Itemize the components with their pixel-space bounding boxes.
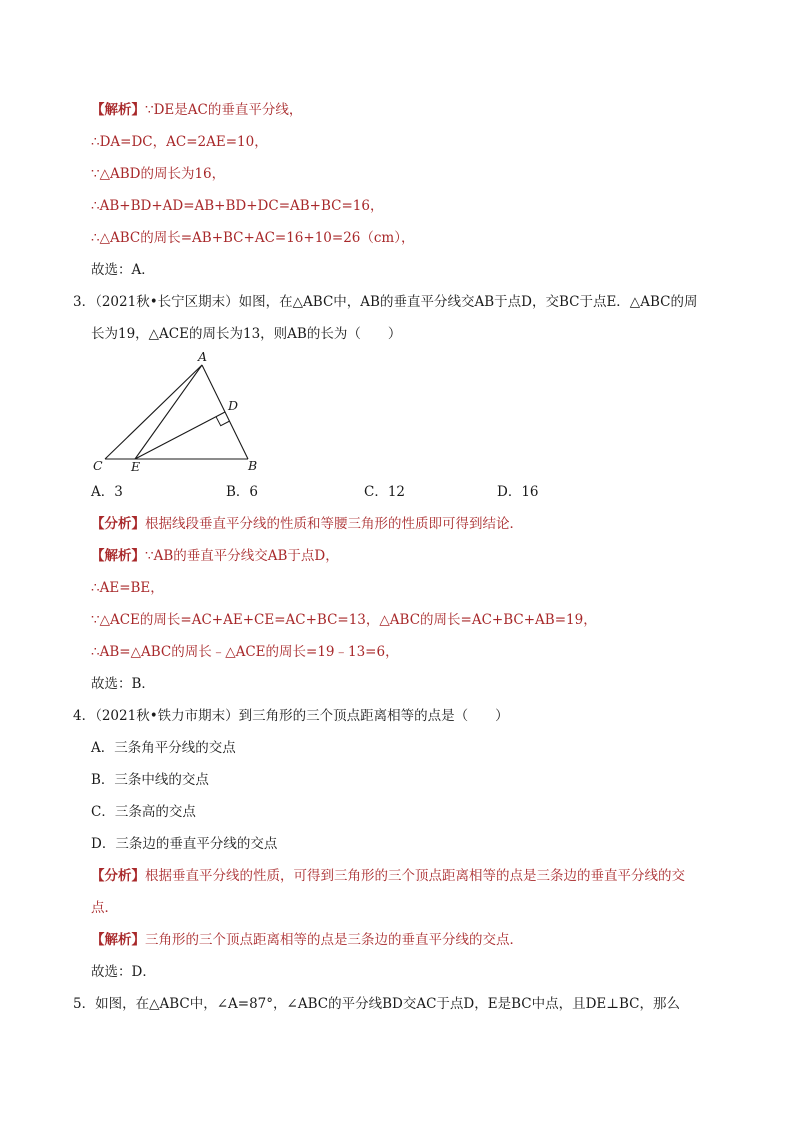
q2-line-3: ∵△ABD的周长为16， xyxy=(91,166,226,182)
jiexi-label: 【解析】 xyxy=(91,102,145,118)
fenxi-text: 根据垂直平分线的性质，可得到三角形的三个顶点距离相等的点是三条边的垂直平分线的交 xyxy=(145,868,685,884)
jiexi-text: ∵DE是AC的垂直平分线， xyxy=(145,102,303,118)
jiexi-label: 【解析】 xyxy=(91,932,145,948)
q4-option-b: B．三条中线的交点 xyxy=(91,772,209,788)
label-a: A xyxy=(198,349,208,364)
q4-stem: 4．（2021秋•铁力市期末）到三角形的三个顶点距离相等的点是（ ） xyxy=(73,708,509,724)
q3-answer: 故选：B． xyxy=(91,676,155,692)
label-c: C xyxy=(93,458,103,473)
q3-stem-line-2: 长为19，△ACE的周长为13，则AB的长为（ ） xyxy=(91,326,402,342)
q4-option-d: D．三条边的垂直平分线的交点 xyxy=(91,836,278,852)
q4-option-c: C．三条高的交点 xyxy=(91,804,196,820)
q4-fenxi-line xyxy=(91,866,685,886)
fenxi-label: 【分析】 xyxy=(91,868,145,884)
q3-option-b: B．6 xyxy=(226,484,259,500)
q2-line-4: ∴AB+BD+AD=AB+BD+DC=AB+BC=16， xyxy=(91,198,384,214)
q4-option-a: A．三条角平分线的交点 xyxy=(91,740,236,756)
jiexi-label: 【解析】 xyxy=(91,548,145,564)
q2-line-5: ∴△ABC的周长=AB+BC+AC=16+10=26（cm）， xyxy=(91,230,415,246)
side-ca xyxy=(105,365,202,459)
q2-jiexi-line xyxy=(91,100,302,120)
q3-line-4: ∴AB=△ABC的周长﹣△ACE的周长=19﹣13=6， xyxy=(91,644,399,660)
q4-answer: 故选：D． xyxy=(91,964,156,980)
fenxi-label: 【分析】 xyxy=(91,516,145,532)
q3-jiexi-line xyxy=(91,546,339,566)
q3-line-2: ∴AE=BE， xyxy=(91,580,164,596)
q3-option-a: A．3 xyxy=(91,484,123,500)
segment-ae xyxy=(135,365,202,459)
triangle-figure xyxy=(88,348,263,476)
jiexi-text: ∵AB的垂直平分线交AB于点D， xyxy=(145,548,339,564)
label-e: E xyxy=(131,459,141,474)
q4-jiexi-line xyxy=(91,930,523,950)
q5-stem: 5．如图，在△ABC中，∠A=87°，∠ABC的平分线BD交AC于点D，E是BC中点，且DE⊥BC，那么 xyxy=(73,996,680,1012)
q3-option-c: C．12 xyxy=(364,484,406,500)
q3-stem-line-1: 3．（2021秋•长宁区期末）如图，在△ABC中，AB的垂直平分线交AB于点D，交BC于点E．△ABC的周 xyxy=(73,294,698,310)
label-d: D xyxy=(228,398,239,413)
q3-line-3: ∵△ACE的周长=AC+AE+CE=AC+BC=13，△ABC的周长=AC+BC+AB=19， xyxy=(91,612,597,628)
q3-option-d: D．16 xyxy=(497,484,539,500)
fenxi-text: 根据线段垂直平分线的性质和等腰三角形的性质即可得到结论． xyxy=(145,516,523,532)
q2-line-2: ∴DA=DC，AC=2AE=10， xyxy=(91,134,268,150)
q4-fenxi-line-2: 点． xyxy=(91,900,118,916)
segment-ed xyxy=(135,412,225,459)
label-b: B xyxy=(248,458,258,473)
q2-answer: 故选：A． xyxy=(91,262,155,278)
q3-fenxi-line xyxy=(91,514,523,534)
jiexi-text: 三角形的三个顶点距离相等的点是三条边的垂直平分线的交点． xyxy=(145,932,523,948)
